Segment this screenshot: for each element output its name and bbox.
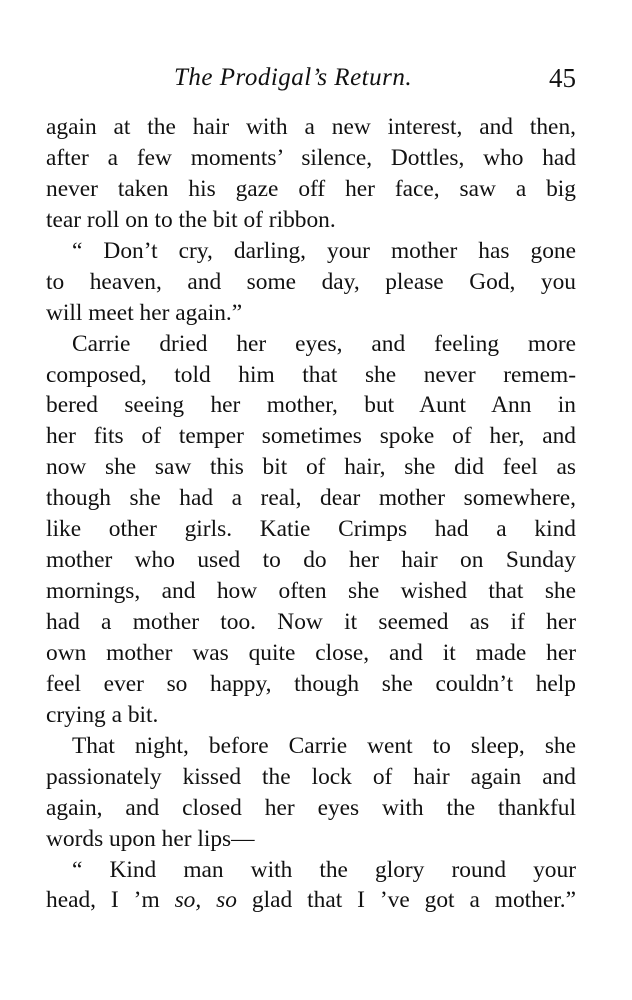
italic-emphasis: so, (174, 887, 202, 914)
page-number: 45 (549, 63, 576, 93)
text-line: passionately kissed the lock of hair again and (46, 763, 576, 790)
text-line: her fits of temper sometimes spoke of her, and (46, 423, 576, 450)
text-line: composed, told him that she never remem- (46, 361, 576, 388)
text-line: now she saw this bit of hair, she did feel as (46, 454, 576, 481)
text-line: again at the hair with a new interest, and then, (46, 114, 576, 140)
text-line: never taken his gaze off her face, saw a big (46, 175, 576, 202)
text-line: That night, before Carrie went to sleep, she (72, 732, 576, 759)
text-line: crying a bit. (46, 701, 159, 728)
text-line: mother who used to do her hair on Sunday (46, 547, 576, 574)
text-line: mornings, and how often she wished that she (46, 578, 576, 605)
text-line-final (46, 885, 576, 916)
text-line: words upon her lips— (46, 825, 255, 852)
text-line: “ Kind man with the glory round your (72, 856, 576, 883)
text-line: tear roll on to the bit of ribbon. (46, 206, 336, 233)
running-head (46, 58, 576, 98)
text-line: to heaven, and some day, please God, you (46, 268, 576, 295)
text-line: though she had a real, dear mother somewhere, (46, 485, 576, 512)
final-line-start: head, I ’m (46, 887, 175, 914)
running-title: The Prodigal’s Return. (174, 64, 413, 91)
text-line: again, and closed her eyes with the thankful (46, 794, 576, 821)
text-line: “ Don’t cry, darling, your mother has gone (72, 237, 576, 264)
text-line: like other girls. Katie Crimps had a kind (46, 516, 576, 543)
body-text (46, 112, 576, 916)
text-line: own mother was quite close, and it made her (46, 639, 576, 666)
final-line-space (201, 887, 216, 913)
text-line: had a mother too. Now it seemed as if her (46, 609, 576, 635)
italic-emphasis: so (216, 887, 237, 914)
text-line: after a few moments’ silence, Dottles, who had (46, 144, 576, 171)
text-line: Carrie dried her eyes, and feeling more (72, 330, 576, 357)
text-line: feel ever so happy, though she couldn’t help (46, 670, 576, 697)
final-line-end: glad that I ’ve got a mother.” (236, 887, 576, 914)
text-line: bered seeing her mother, but Aunt Ann in (46, 392, 576, 419)
text-line: will meet her again.” (46, 299, 243, 326)
